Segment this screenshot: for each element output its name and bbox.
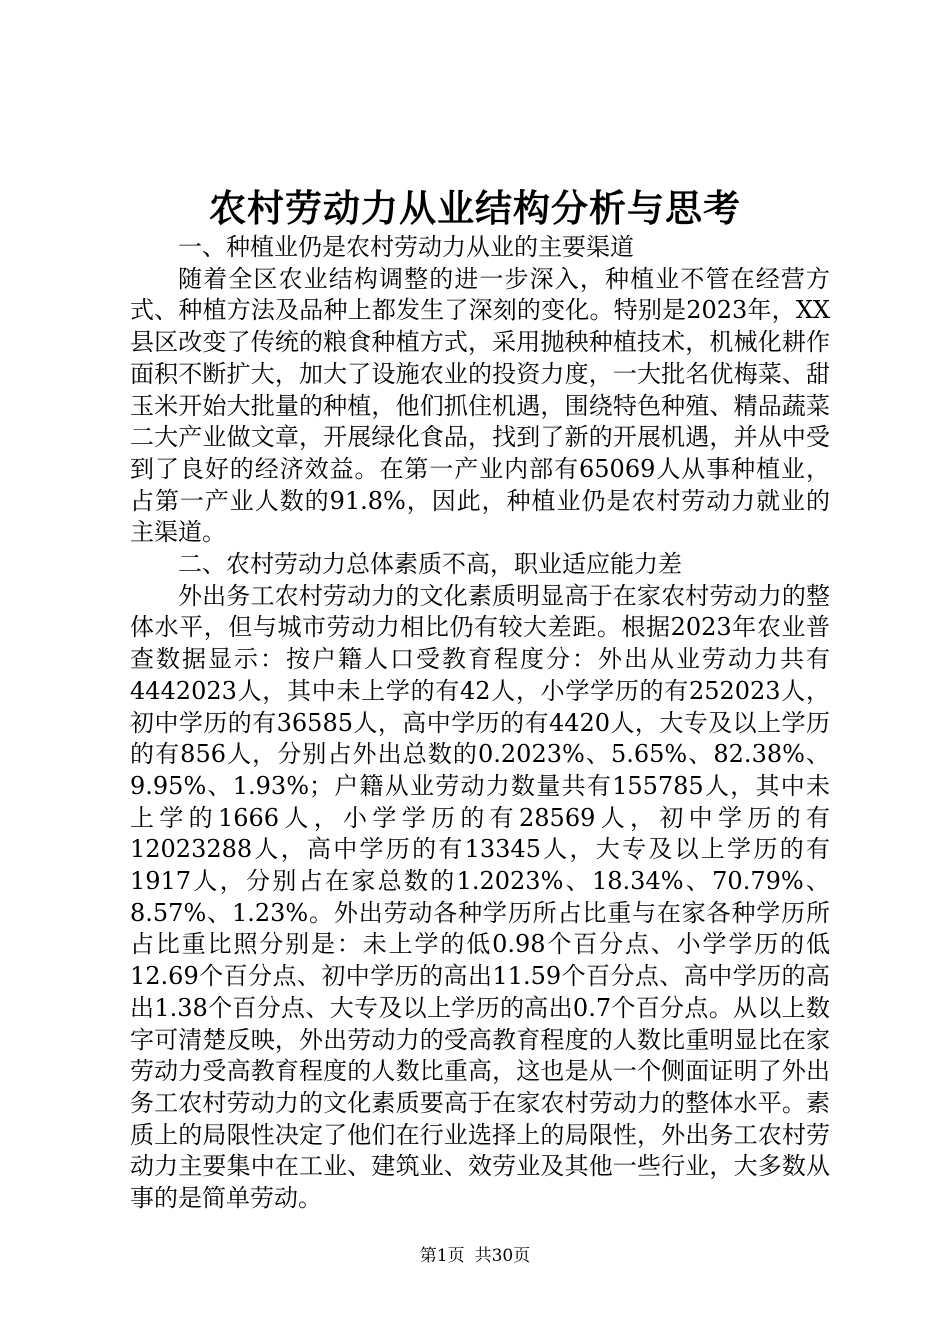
- paragraph-1: 随着全区农业结构调整的进一步深入，种植业不管在经营方式、种植方法及品种上都发生了深刻的变化。特别是2023年，XX县区改变了传统的粮食种植方式，采用抛秧种植技术，机械化耕作面积不断扩大，加大了设施农业的投资力度，一大批名优梅菜、甜玉米开始大批量的种植，他们抓住机遇，围绕特色种殖、精品蔬菜二大产业做文章，开展绿化食品，找到了新的开展机遇，并从中受到了良好的经济效益。在第一产业内部有65069人从事种植业，占第一产业人数的91.8%，因此，种植业仍是农村劳动力就业的主渠道。: [130, 264, 830, 547]
- document-body: [130, 232, 830, 1215]
- page-total: 共30页: [474, 1246, 531, 1266]
- page-footer: [0, 1244, 950, 1268]
- section-heading-1: 一、种植业仍是农村劳动力从业的主要渠道: [178, 233, 634, 261]
- paragraph-2: 外出务工农村劳动力的文化素质明显高于在家农村劳动力的整体水平，但与城市劳动力相比仍有较大差距。根据2023年农业普查数据显示：按户籍人口受教育程度分：外出从业劳动力共有4442023人，其中未上学的有42人，小学学历的有252023人，初中学历的有36585人，高中学历的有4420人，大专及以上学历的有856人，分别占外出总数的0.2023%、5.65%、82.38%、9.95%、1.93%；户籍从业劳动力数量共有155785人，其中未上学的1666人，小学学历的有28569人，初中学历的有12023288人，高中学历的有13345人，大专及以上学历的有1917人，分别占在家总数的1.2023%、18.34%、70.79%、8.57%、1.23%。外出劳动各种学历所占比重与在家各种学历所占比重比照分别是：未上学的低0.98个百分点、小学学历的低12.69个百分点、初中学历的高出11.59个百分点、高中学历的高出1.38个百分点、大专及以上学历的高出0.7个百分点。从以上数字可清楚反映，外出劳动力的受高教育程度的人数比重明显比在家劳动力受高教育程度的人数比重高，这也是从一个侧面证明了外出务工农村劳动力的文化素质要高于在家农村劳动力的整体水平。素质上的局限性决定了他们在行业选择上的局限性，外出务工农村劳动力主要集中在工业、建筑业、效劳业及其他一些行业，大多数从事的是简单劳动。: [130, 581, 830, 1213]
- section-heading-2: 二、农村劳动力总体素质不高，职业适应能力差: [178, 550, 682, 579]
- document-title: 农村劳动力从业结构分析与思考: [209, 186, 741, 230]
- page-number: 第1页: [419, 1246, 465, 1266]
